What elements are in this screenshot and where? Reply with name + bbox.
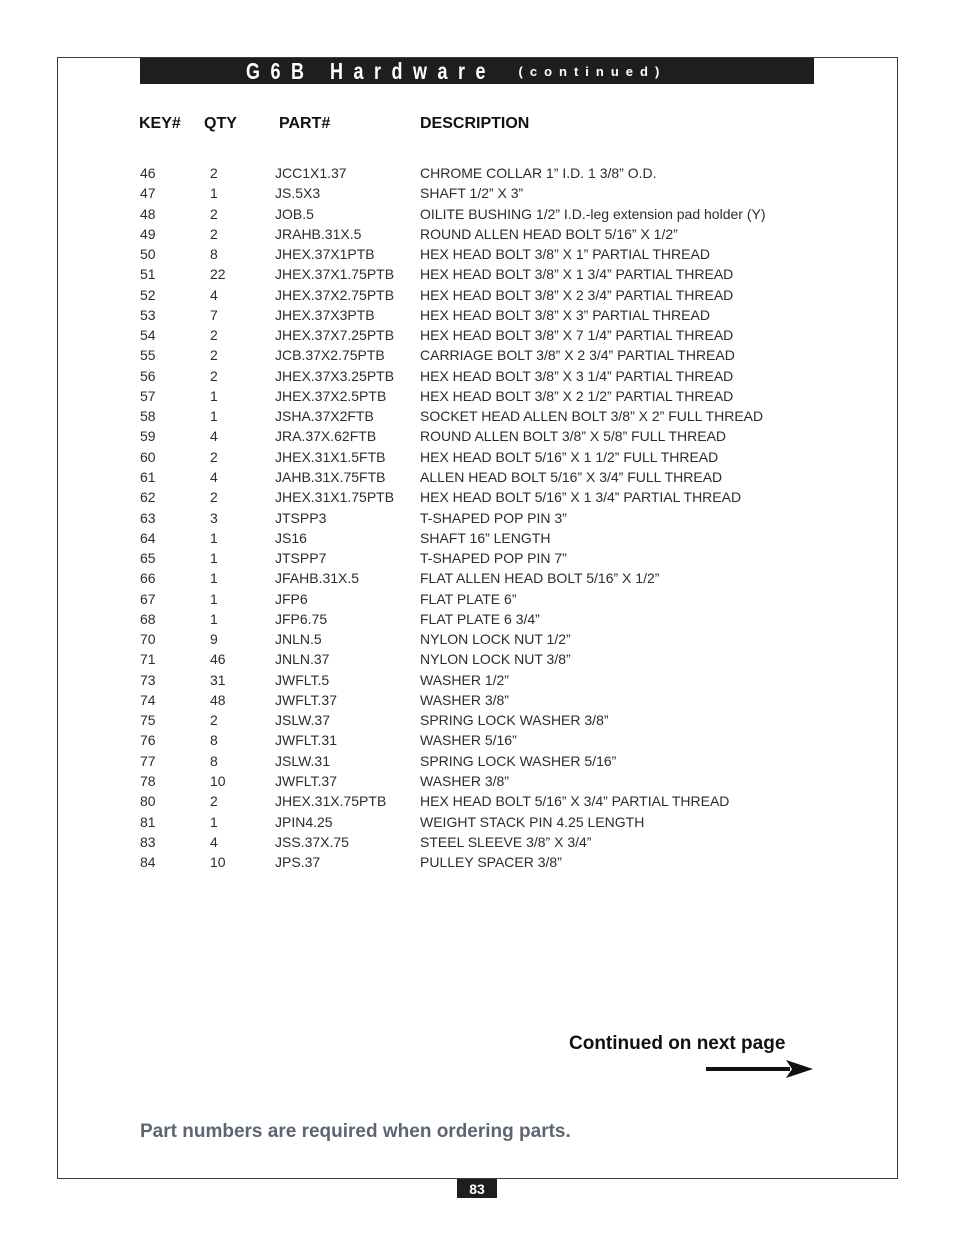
cell-qty: 2 xyxy=(210,448,218,465)
cell-qty: 31 xyxy=(210,671,226,688)
cell-key: 46 xyxy=(140,165,156,181)
table-row xyxy=(0,488,954,508)
cell-description: HEX HEAD BOLT 5/16” X 3/4” PARTIAL THREAD xyxy=(420,793,730,810)
cell-part-number: JRAHB.31X.5 xyxy=(275,225,362,242)
cell-description: NYLON LOCK NUT 1/2” xyxy=(420,631,571,648)
cell-key: 62 xyxy=(140,489,156,506)
cell-part-number: JWFLT.37 xyxy=(275,772,337,789)
cell-qty: 46 xyxy=(210,651,226,668)
section-title: G6B Hardware xyxy=(246,57,497,84)
table-row xyxy=(0,286,954,306)
cell-key: 83 xyxy=(140,833,156,850)
cell-key: 56 xyxy=(140,367,156,384)
cell-part-number: JHEX.31X1.5FTB xyxy=(275,448,386,465)
cell-key: 65 xyxy=(140,550,156,567)
cell-description: T-SHAPED POP PIN 7” xyxy=(420,550,567,567)
cell-part-number: JNLN.5 xyxy=(275,631,322,648)
ordering-notice: Part numbers are required when ordering parts. xyxy=(140,1121,571,1142)
cell-description: ROUND ALLEN BOLT 3/8” X 5/8” FULL THREAD xyxy=(420,428,727,445)
cell-key: 50 xyxy=(140,246,156,263)
cell-qty: 2 xyxy=(210,165,218,181)
cell-qty: 2 xyxy=(210,712,218,729)
table-row xyxy=(0,549,954,569)
cell-qty: 48 xyxy=(210,691,226,708)
cell-part-number: JSLW.37 xyxy=(275,712,330,729)
table-row xyxy=(0,265,954,285)
table-row xyxy=(0,590,954,610)
column-header-part: PART# xyxy=(279,115,331,132)
cell-description: OILITE BUSHING 1/2” I.D.-leg extension pad holder (Y) xyxy=(420,205,766,222)
cell-part-number: JHEX.31X1.75PTB xyxy=(275,489,395,506)
cell-key: 61 xyxy=(140,468,156,485)
cell-part-number: JFP6.75 xyxy=(275,610,328,627)
table-row xyxy=(0,792,954,812)
cell-part-number: JSHA.37X2FTB xyxy=(275,408,374,425)
cell-key: 74 xyxy=(140,691,156,708)
cell-part-number: JSLW.31 xyxy=(275,752,330,769)
cell-key: 53 xyxy=(140,306,156,323)
cell-qty: 4 xyxy=(210,428,218,445)
cell-description: FLAT PLATE 6” xyxy=(420,590,517,607)
table-row xyxy=(0,427,954,447)
cell-key: 48 xyxy=(140,205,156,222)
cell-qty: 8 xyxy=(210,732,218,749)
table-row xyxy=(0,711,954,731)
cell-qty: 2 xyxy=(210,793,218,810)
cell-part-number: JSS.37X.75 xyxy=(275,833,349,850)
cell-qty: 8 xyxy=(210,752,218,769)
cell-qty: 9 xyxy=(210,631,218,648)
cell-part-number: JFAHB.31X.5 xyxy=(275,570,360,587)
cell-key: 57 xyxy=(140,387,156,404)
cell-key: 59 xyxy=(140,428,156,445)
cell-key: 54 xyxy=(140,327,156,344)
cell-key: 51 xyxy=(140,266,156,283)
cell-description: SPRING LOCK WASHER 3/8” xyxy=(420,712,609,729)
cell-key: 47 xyxy=(140,185,156,202)
table-row xyxy=(0,509,954,529)
cell-key: 64 xyxy=(140,529,156,546)
table-row xyxy=(0,772,954,792)
cell-description: FLAT ALLEN HEAD BOLT 5/16” X 1/2” xyxy=(420,570,660,587)
cell-description: HEX HEAD BOLT 3/8” X 3” PARTIAL THREAD xyxy=(420,306,710,323)
section-subtitle: (continued) xyxy=(518,63,667,79)
cell-part-number: JFP6 xyxy=(275,590,308,607)
cell-part-number: JCC1X1.37 xyxy=(275,165,347,181)
table-row xyxy=(0,367,954,387)
cell-qty: 1 xyxy=(210,529,218,546)
cell-qty: 2 xyxy=(210,367,218,384)
cell-qty: 4 xyxy=(210,286,218,303)
cell-description: SHAFT 1/2” X 3” xyxy=(420,185,524,202)
table-row xyxy=(0,205,954,225)
cell-qty: 7 xyxy=(210,306,218,323)
cell-key: 76 xyxy=(140,732,156,749)
table-row xyxy=(0,407,954,427)
cell-part-number: JHEX.37X3.25PTB xyxy=(275,367,395,384)
cell-qty: 2 xyxy=(210,489,218,506)
cell-description: WEIGHT STACK PIN 4.25 LENGTH xyxy=(420,813,645,830)
cell-qty: 1 xyxy=(210,185,218,202)
cell-description: ALLEN HEAD BOLT 5/16” X 3/4” FULL THREAD xyxy=(420,468,723,485)
cell-part-number: JHEX.37X1.75PTB xyxy=(275,266,395,283)
cell-description: SPRING LOCK WASHER 5/16” xyxy=(420,752,617,769)
cell-key: 49 xyxy=(140,225,156,242)
cell-qty: 3 xyxy=(210,509,218,526)
table-row xyxy=(0,833,954,853)
cell-qty: 2 xyxy=(210,205,218,222)
page-number: 83 xyxy=(457,1179,497,1198)
table-row xyxy=(0,650,954,670)
cell-qty: 1 xyxy=(210,570,218,587)
cell-qty: 4 xyxy=(210,468,218,485)
table-header xyxy=(0,115,954,135)
table-row xyxy=(0,346,954,366)
cell-key: 71 xyxy=(140,651,156,668)
table-row xyxy=(0,164,954,184)
cell-qty: 2 xyxy=(210,327,218,344)
cell-part-number: JWFLT.31 xyxy=(275,732,337,749)
table-row xyxy=(0,326,954,346)
cell-description: WASHER 3/8” xyxy=(420,772,509,789)
cell-part-number: JCB.37X2.75PTB xyxy=(275,347,385,364)
table-row xyxy=(0,184,954,204)
cell-part-number: JS16 xyxy=(275,529,307,546)
cell-qty: 1 xyxy=(210,590,218,607)
table-row xyxy=(0,691,954,711)
right-arrow-icon xyxy=(706,1059,814,1079)
parts-table xyxy=(0,164,954,873)
cell-description: HEX HEAD BOLT 3/8” X 7 1/4” PARTIAL THREAD xyxy=(420,327,734,344)
cell-description: ROUND ALLEN HEAD BOLT 5/16” X 1/2” xyxy=(420,225,678,242)
cell-qty: 1 xyxy=(210,408,218,425)
table-row xyxy=(0,468,954,488)
cell-key: 80 xyxy=(140,793,156,810)
cell-key: 70 xyxy=(140,631,156,648)
cell-description: FLAT PLATE 6 3/4” xyxy=(420,610,540,627)
cell-description: WASHER 1/2” xyxy=(420,671,509,688)
cell-key: 77 xyxy=(140,752,156,769)
cell-description: CARRIAGE BOLT 3/8” X 2 3/4” PARTIAL THREAD xyxy=(420,347,735,364)
cell-key: 58 xyxy=(140,408,156,425)
continued-label: Continued on next page xyxy=(569,1033,786,1054)
cell-part-number: JWFLT.37 xyxy=(275,691,337,708)
cell-qty: 4 xyxy=(210,833,218,850)
table-row xyxy=(0,306,954,326)
cell-key: 84 xyxy=(140,854,156,871)
cell-description: HEX HEAD BOLT 3/8” X 1” PARTIAL THREAD xyxy=(420,246,710,263)
cell-description: WASHER 3/8” xyxy=(420,691,509,708)
cell-qty: 2 xyxy=(210,347,218,364)
table-row xyxy=(0,853,954,873)
cell-qty: 8 xyxy=(210,246,218,263)
cell-key: 81 xyxy=(140,813,156,830)
cell-part-number: JNLN.37 xyxy=(275,651,330,668)
table-row xyxy=(0,448,954,468)
cell-description: STEEL SLEEVE 3/8” X 3/4” xyxy=(420,833,592,850)
cell-part-number: JAHB.31X.75FTB xyxy=(275,468,386,485)
cell-part-number: JTSPP3 xyxy=(275,509,327,526)
cell-description: HEX HEAD BOLT 5/16” X 1 3/4” PARTIAL THREAD xyxy=(420,489,742,506)
cell-description: NYLON LOCK NUT 3/8” xyxy=(420,651,571,668)
cell-part-number: JPS.37 xyxy=(275,854,321,871)
cell-key: 78 xyxy=(140,772,156,789)
cell-description: CHROME COLLAR 1” I.D. 1 3/8” O.D. xyxy=(420,165,657,181)
table-row xyxy=(0,813,954,833)
cell-qty: 22 xyxy=(210,266,226,283)
cell-qty: 1 xyxy=(210,550,218,567)
cell-qty: 1 xyxy=(210,387,218,404)
section-title-bar xyxy=(140,58,814,84)
column-header-qty: QTY xyxy=(204,115,237,132)
cell-description: HEX HEAD BOLT 3/8” X 3 1/4” PARTIAL THREAD xyxy=(420,367,734,384)
table-row xyxy=(0,630,954,650)
cell-part-number: JHEX.37X1PTB xyxy=(275,246,375,263)
cell-description: WASHER 5/16” xyxy=(420,732,517,749)
cell-part-number: JHEX.37X7.25PTB xyxy=(275,327,395,344)
cell-part-number: JHEX.31X.75PTB xyxy=(275,793,387,810)
cell-key: 63 xyxy=(140,509,156,526)
cell-part-number: JWFLT.5 xyxy=(275,671,330,688)
cell-part-number: JHEX.37X2.5PTB xyxy=(275,387,387,404)
cell-part-number: JS.5X3 xyxy=(275,185,321,202)
cell-qty: 1 xyxy=(210,813,218,830)
cell-part-number: JHEX.37X3PTB xyxy=(275,306,375,323)
cell-part-number: JPIN4.25 xyxy=(275,813,333,830)
table-row xyxy=(0,752,954,772)
table-row xyxy=(0,529,954,549)
cell-part-number: JHEX.37X2.75PTB xyxy=(275,286,395,303)
cell-key: 66 xyxy=(140,570,156,587)
table-row xyxy=(0,225,954,245)
cell-part-number: JOB.5 xyxy=(275,205,314,222)
column-header-description: DESCRIPTION xyxy=(420,115,530,132)
cell-qty: 10 xyxy=(210,772,226,789)
cell-key: 68 xyxy=(140,610,156,627)
cell-key: 73 xyxy=(140,671,156,688)
table-row xyxy=(0,387,954,407)
table-row xyxy=(0,245,954,265)
cell-description: HEX HEAD BOLT 3/8” X 1 3/4” PARTIAL THREAD xyxy=(420,266,734,283)
cell-qty: 10 xyxy=(210,854,226,871)
cell-description: PULLEY SPACER 3/8” xyxy=(420,854,562,871)
cell-key: 55 xyxy=(140,347,156,364)
table-row xyxy=(0,610,954,630)
cell-qty: 1 xyxy=(210,610,218,627)
cell-key: 75 xyxy=(140,712,156,729)
cell-description: T-SHAPED POP PIN 3” xyxy=(420,509,567,526)
cell-key: 67 xyxy=(140,590,156,607)
table-row xyxy=(0,671,954,691)
cell-key: 60 xyxy=(140,448,156,465)
cell-description: SHAFT 16” LENGTH xyxy=(420,529,551,546)
table-row xyxy=(0,569,954,589)
column-header-key: KEY# xyxy=(139,115,181,132)
cell-part-number: JRA.37X.62FTB xyxy=(275,428,377,445)
cell-key: 52 xyxy=(140,286,156,303)
cell-part-number: JTSPP7 xyxy=(275,550,327,567)
cell-description: SOCKET HEAD ALLEN BOLT 3/8” X 2” FULL THREAD xyxy=(420,408,764,425)
cell-description: HEX HEAD BOLT 3/8” X 2 3/4” PARTIAL THREAD xyxy=(420,286,734,303)
table-row xyxy=(0,731,954,751)
cell-description: HEX HEAD BOLT 3/8” X 2 1/2” PARTIAL THREAD xyxy=(420,387,734,404)
cell-qty: 2 xyxy=(210,225,218,242)
cell-description: HEX HEAD BOLT 5/16” X 1 1/2” FULL THREAD xyxy=(420,448,719,465)
